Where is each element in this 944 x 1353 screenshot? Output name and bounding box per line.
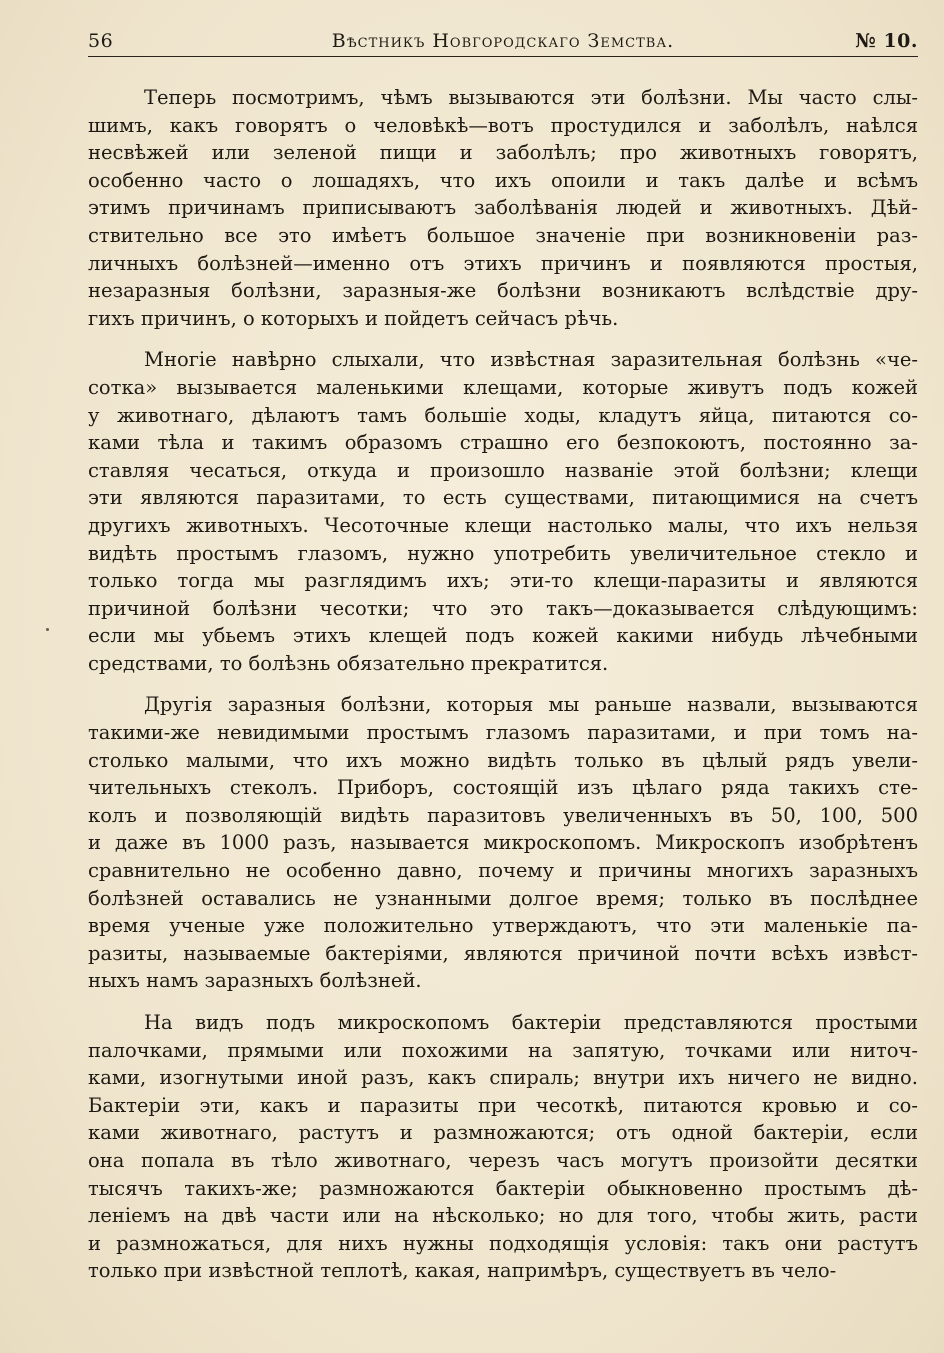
text-line: ныхъ намъ заразныхъ болѣзней. bbox=[88, 969, 422, 993]
issue-number: № 10. bbox=[855, 30, 918, 52]
text-line: леніемъ на двѣ части или на нѣсколько; но для того, чтобы жить, расти bbox=[88, 1204, 918, 1228]
text-line: видѣть простымъ глазомъ, нужно употребить увеличительное стекло и bbox=[88, 541, 918, 565]
text-line: другихъ животныхъ. Чесоточные клещи настолько малы, что ихъ нельзя bbox=[88, 513, 918, 537]
paragraph bbox=[88, 1009, 918, 1285]
text-line: Бактеріи эти, какъ и паразиты при чесоткѣ, питаются кровью и со- bbox=[88, 1093, 918, 1117]
paragraph bbox=[88, 84, 918, 332]
text-line: если мы убьемъ этихъ клещей подъ кожей какими нибудь лѣчебными bbox=[88, 624, 918, 648]
paragraph bbox=[88, 691, 918, 995]
text-line: На видъ подъ микроскопомъ бактеріи представляются простыми bbox=[144, 1011, 918, 1034]
text-line: ками тѣла и такимъ образомъ страшно его безпокоютъ, постоянно за- bbox=[88, 431, 918, 455]
text-line: ствительно все это имѣетъ большое значеніе при возникновеніи раз- bbox=[88, 223, 918, 247]
text-line: несвѣжей или зеленой пищи и заболѣлъ; про животныхъ говорятъ, bbox=[88, 141, 918, 165]
text-line: и размножаться, для нихъ нужны подходящія условія: такъ они растутъ bbox=[88, 1231, 918, 1255]
text-line: гихъ причинъ, о которыхъ и пойдетъ сейчасъ рѣчь. bbox=[88, 306, 619, 330]
text-line: чительныхъ стеколъ. Приборъ, состоящій изъ цѣлаго ряда такихъ сте- bbox=[88, 776, 918, 800]
text-line: Теперь посмотримъ, чѣмъ вызываются эти болѣзни. Мы часто слы- bbox=[144, 86, 918, 109]
text-line: сравнительно не особенно давно, почему и причины многихъ заразныхъ bbox=[88, 859, 918, 883]
text-line: она попала въ тѣло животнаго, черезъ часъ могутъ произойти десятки bbox=[88, 1148, 918, 1172]
page-number: 56 bbox=[88, 30, 114, 52]
text-line: палочками, прямыми или похожими на запятую, точками или ниточ- bbox=[88, 1038, 918, 1062]
text-line: разиты, называемые бактеріями, являются причиной почти всѣхъ извѣст- bbox=[88, 941, 918, 965]
margin-speck bbox=[46, 628, 49, 631]
text-line: ставляя чесаться, откуда и произошло названіе этой болѣзни; клещи bbox=[88, 458, 918, 482]
text-line: ками животнаго, растутъ и размножаются; отъ одной бактеріи, если bbox=[88, 1121, 918, 1145]
text-line: сотка» вызывается маленькими клещами, которые живутъ подъ кожей bbox=[88, 375, 918, 399]
text-line: только тогда мы разглядимъ ихъ; эти-то клещи-паразиты и являются bbox=[88, 569, 918, 593]
text-line: время ученые уже положительно утверждаютъ, что эти маленькіе па- bbox=[88, 914, 918, 938]
text-line: столько малыми, что ихъ можно видѣть только въ цѣлый рядъ увели- bbox=[88, 748, 918, 772]
text-line: колъ и позволяющій видѣть паразитовъ увеличенныхъ въ 50, 100, 500 bbox=[88, 803, 918, 827]
text-line: такими-же невидимыми простымъ глазомъ паразитами, и при томъ на- bbox=[88, 721, 918, 745]
text-line: причиной болѣзни чесотки; что это такъ—доказывается слѣдующимъ: bbox=[88, 596, 918, 620]
body-text bbox=[88, 84, 918, 1299]
running-header bbox=[88, 28, 918, 58]
text-line: шимъ, какъ говорятъ о человѣкѣ—вотъ простудился и заболѣлъ, наѣлся bbox=[88, 113, 918, 137]
text-line: особенно часто о лошадяхъ, что ихъ опоили и такъ далѣе и всѣмъ bbox=[88, 168, 918, 192]
text-line: средствами, то болѣзнь обязательно прекратится. bbox=[88, 651, 609, 675]
text-line: тысячъ такихъ-же; размножаются бактеріи обыкновенно простымъ дѣ- bbox=[88, 1176, 918, 1200]
text-line: эти являются паразитами, то есть существами, питающимися на счетъ bbox=[88, 486, 918, 510]
text-line: этимъ причинамъ приписываютъ заболѣванія людей и животныхъ. Дѣй- bbox=[88, 196, 918, 220]
text-line: Многіе навѣрно слыхали, что извѣстная заразительная болѣзнь «че- bbox=[144, 348, 918, 372]
paragraph bbox=[88, 346, 918, 677]
text-line: и даже въ 1000 разъ, называется микроскопомъ. Микроскопъ изобрѣтенъ bbox=[88, 831, 918, 855]
text-line: незаразныя болѣзни, заразныя-же болѣзни возникаютъ вслѣдствіе дру- bbox=[88, 279, 918, 303]
header-rule bbox=[88, 56, 918, 57]
text-line: Другія заразныя болѣзни, которыя мы раньше назвали, вызываются bbox=[144, 693, 918, 717]
text-line: ками, изогнутыми иной разъ, какъ спираль; внутри ихъ ничего не видно. bbox=[88, 1066, 918, 1090]
text-line: личныхъ болѣзней—именно отъ этихъ причинъ и появляются простыя, bbox=[88, 251, 918, 275]
text-line: у животнаго, дѣлаютъ тамъ большіе ходы, кладутъ яйца, питаются со- bbox=[88, 403, 918, 427]
text-line: болѣзней оставались не узнанными долгое время; только въ послѣднее bbox=[88, 886, 918, 910]
journal-title: Вѣстникъ Новгородскаго Земства. bbox=[331, 30, 675, 52]
text-line: только при извѣстной теплотѣ, какая, напримѣръ, существуетъ въ чело- bbox=[88, 1259, 837, 1283]
